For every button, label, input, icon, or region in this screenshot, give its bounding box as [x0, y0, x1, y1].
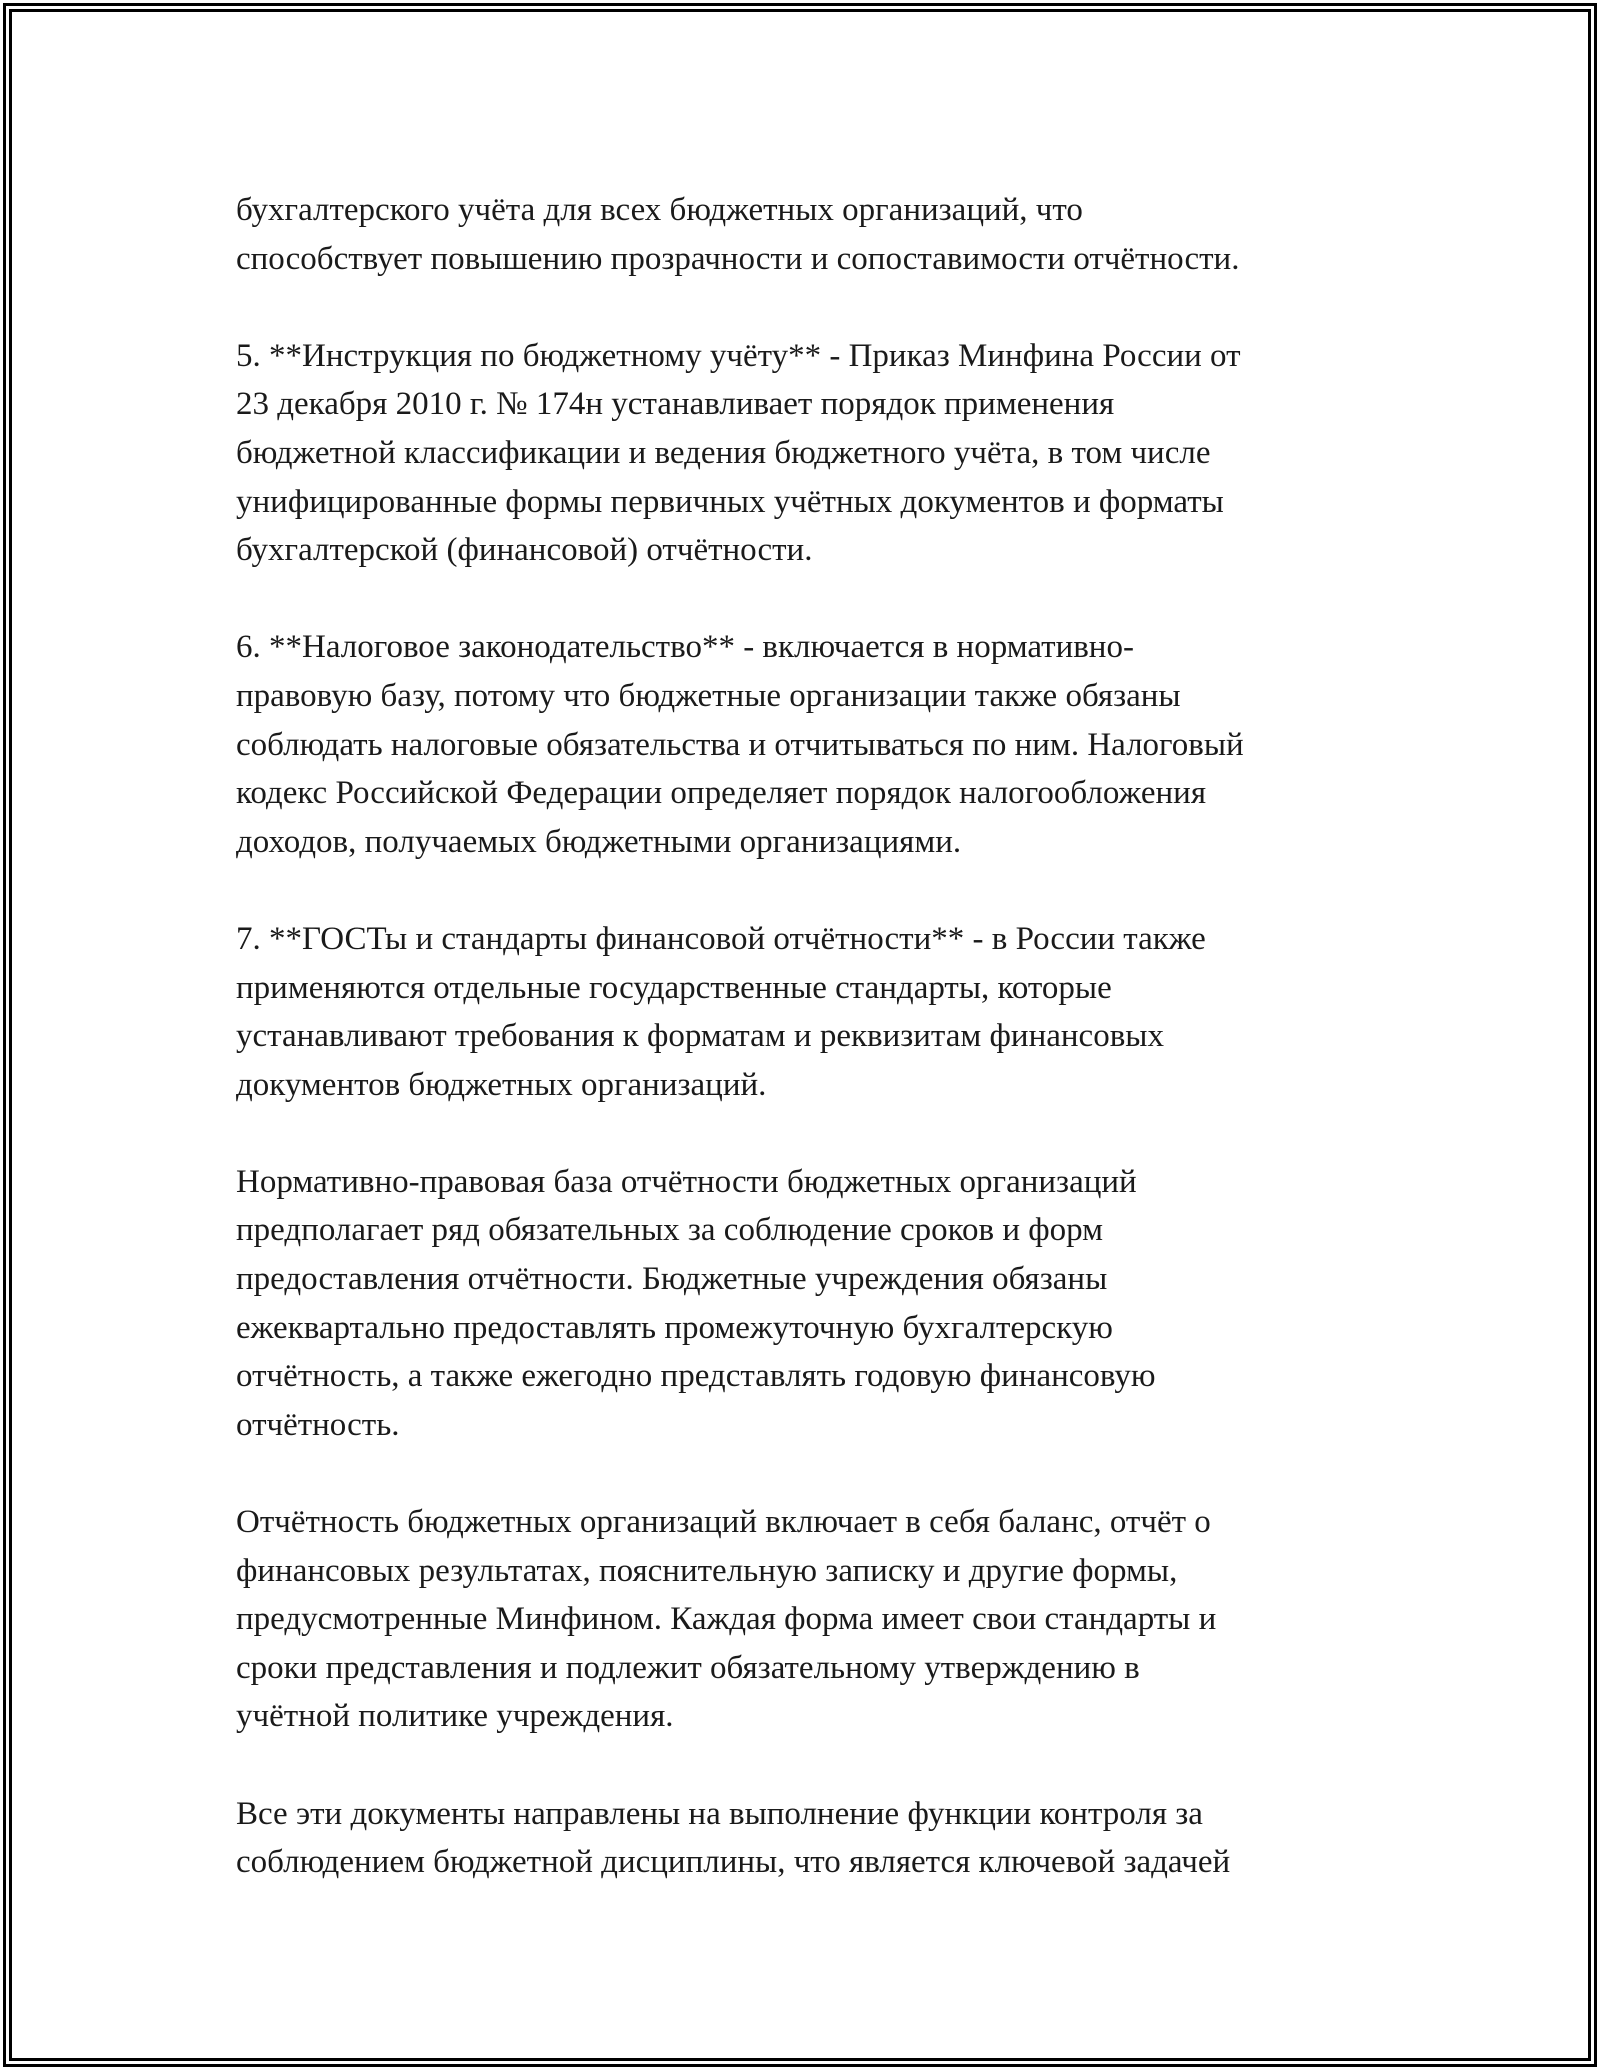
paragraph-item-6-tax-legislation: 6. **Налоговое законодательство** - включается в нормативно- правовую базу, потому что бюджетные организации также обязаны соблюдать налоговые обязательства и отчитываться по ним. Налоговый кодекс Российской Федерации определяет порядок налогообложения доходов, получаемых бюджетными организациями.	[236, 629, 1244, 860]
paragraph-intro-continuation: бухгалтерского учёта для всех бюджетных организаций, что способствует повышению прозрачности и сопоставимости отчётности.	[236, 192, 1240, 277]
document-body	[236, 186, 1386, 1887]
paragraph-item-5-budget-accounting-instruction: 5. **Инструкция по бюджетному учёту** - Приказ Минфина России от 23 декабря 2010 г. № 174н устанавливает порядок применения бюджетной классификации и ведения бюджетного учёта, в том числе унифицированные формы первичных учётных документов и форматы бухгалтерской (финансовой) отчётности.	[236, 337, 1241, 569]
paragraph-item-7-gost-standards: 7. **ГОСТы и стандарты финансовой отчётности** - в России также применяются отдельные государственные стандарты, которые устанавливают требования к форматам и реквизитам финансовых документов бюджетных организаций.	[236, 920, 1206, 1103]
paragraph-reporting-forms: Отчётность бюджетных организаций включает в себя баланс, отчёт о финансовых результатах, пояснительную записку и другие формы, предусмотренные Минфином. Каждая форма имеет свои стандарты и сроки представления и подлежит обязательному утверждению в учётной политике учреждения.	[236, 1504, 1217, 1735]
paragraph-control-function: Все эти документы направлены на выполнение функции контроля за соблюдением бюджетной дисциплины, что является ключевой задачей	[236, 1795, 1231, 1881]
paragraph-reporting-regulatory-base: Нормативно-правовая база отчётности бюджетных организаций предполагает ряд обязательных за соблюдение сроков и форм предоставления отчётности. Бюджетные учреждения обязаны ежеквартально предоставлять промежуточную бухгалтерскую отчётность, а также ежегодно представлять годовую финансовую отчётность.	[236, 1163, 1156, 1443]
